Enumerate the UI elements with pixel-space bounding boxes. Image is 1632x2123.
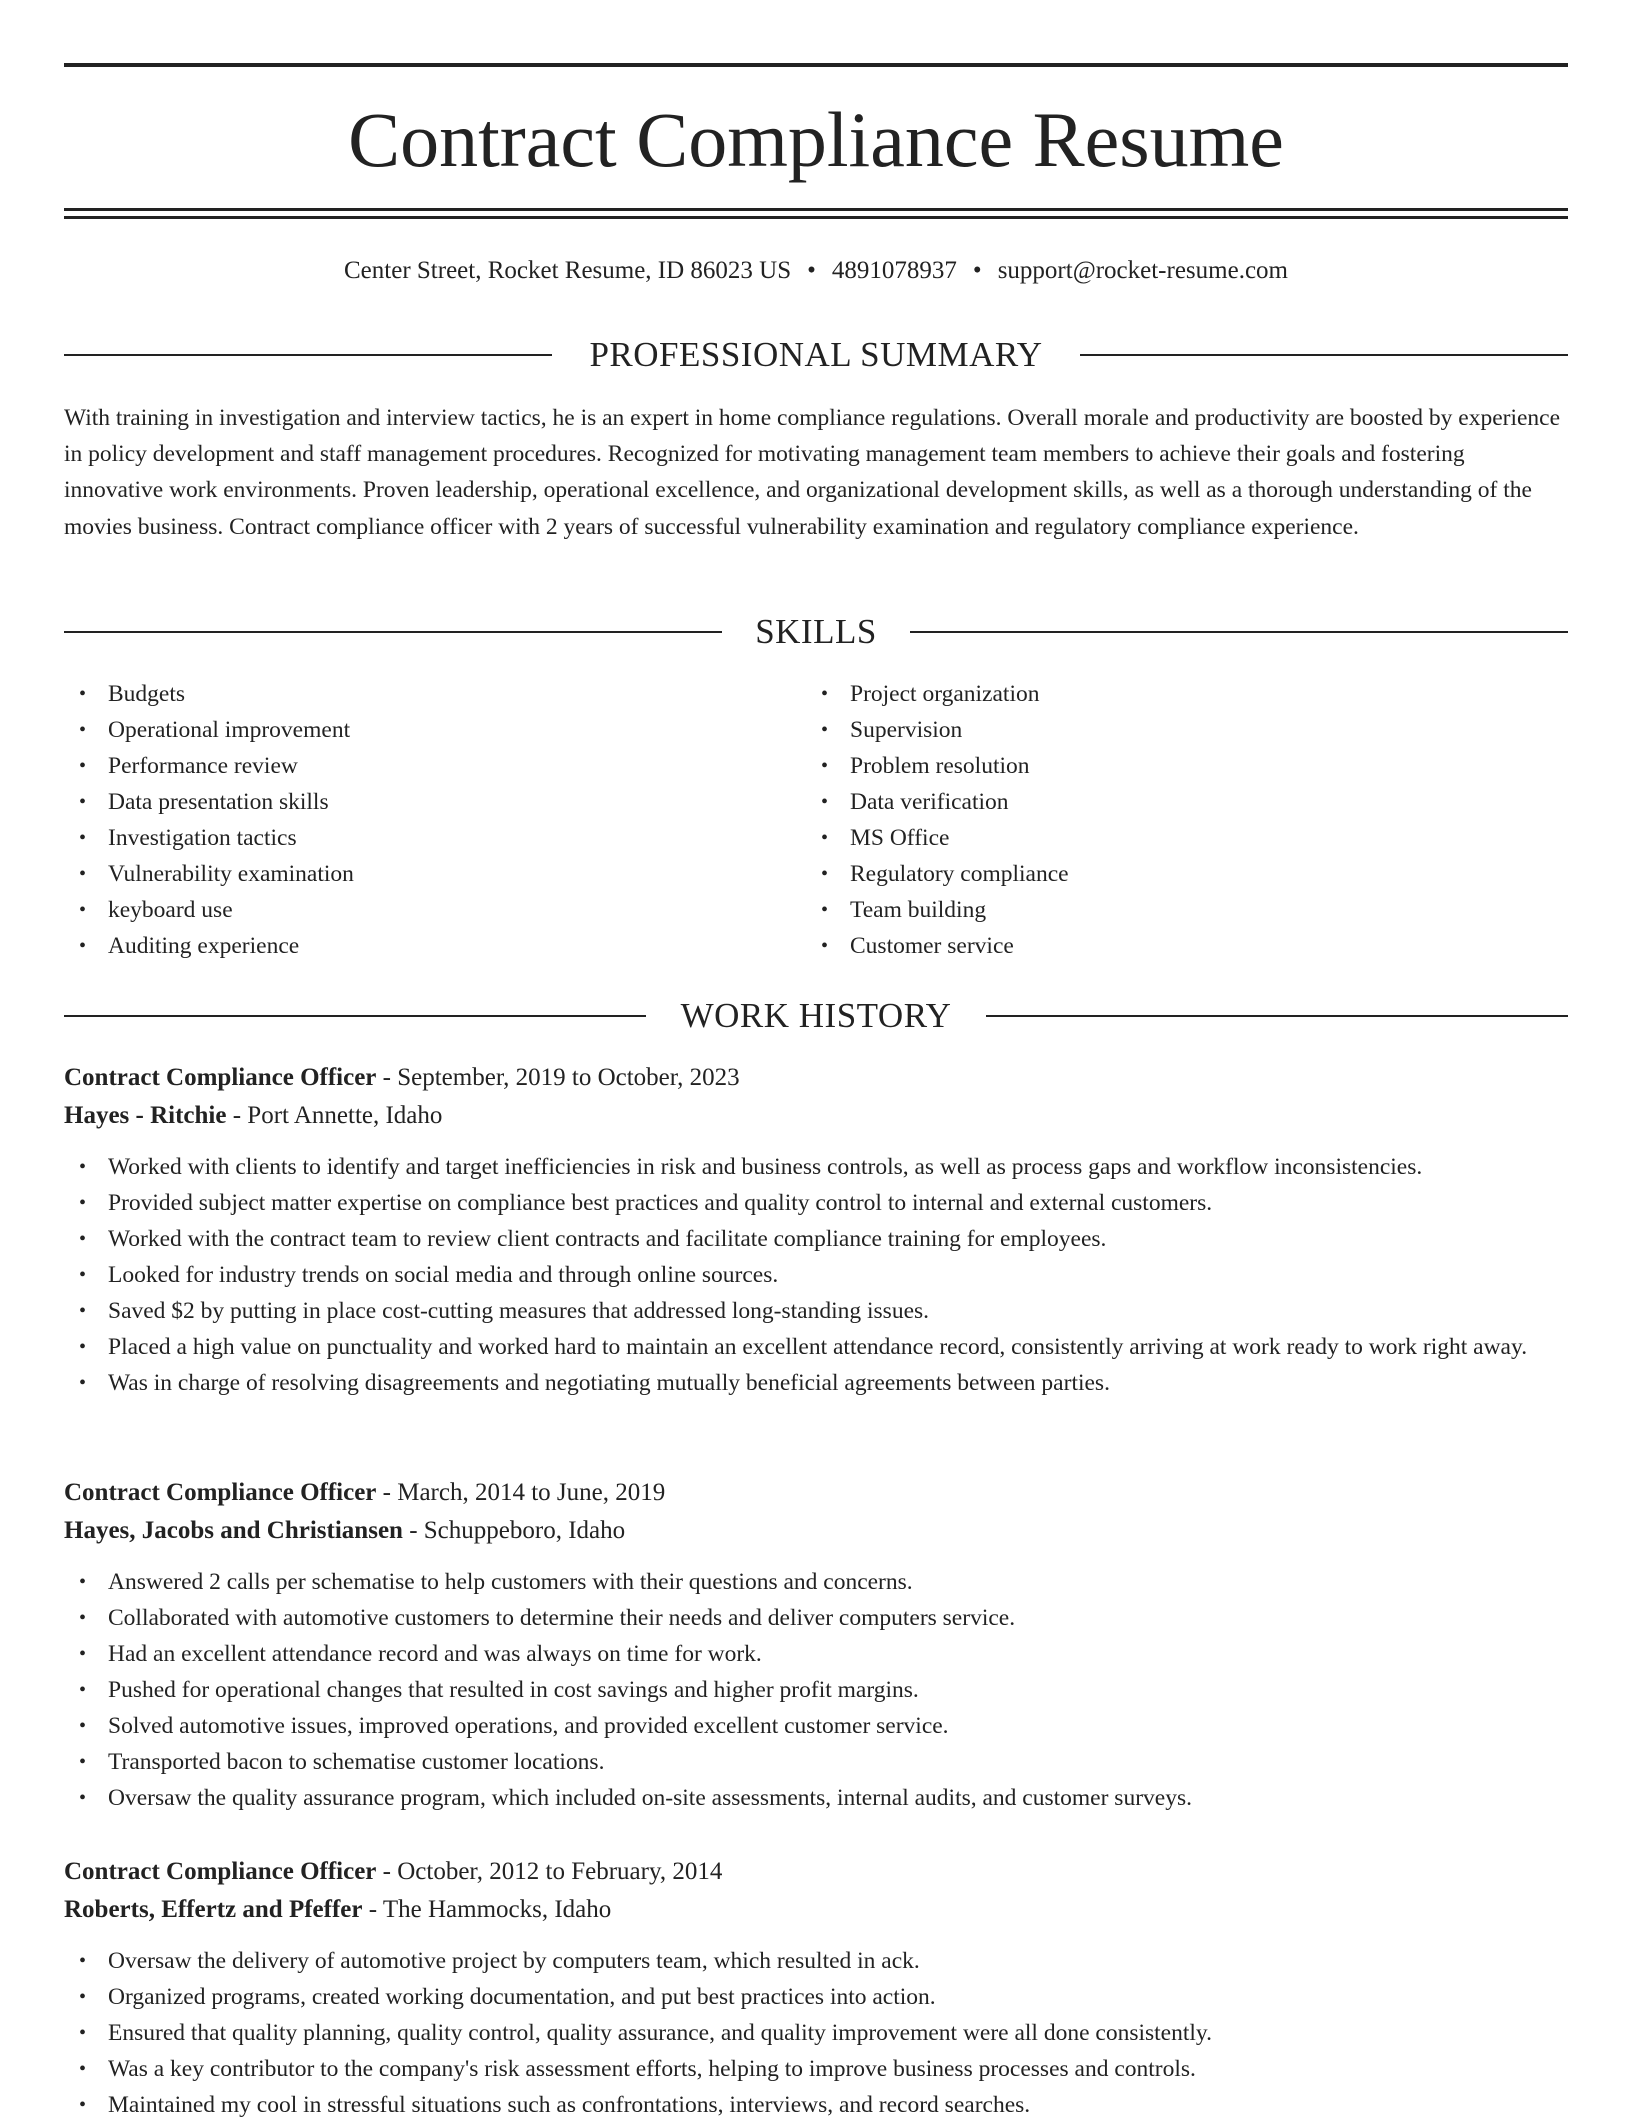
skill-item: • Project organization: [850, 676, 1550, 712]
work-heading-label: WORK HISTORY: [680, 996, 952, 1035]
job-company: Roberts, Effertz and Pfeffer: [64, 1896, 363, 1923]
skill-item: • Performance review: [108, 748, 808, 784]
contact-separator: •: [807, 257, 816, 284]
skills-heading: [64, 610, 1568, 654]
skills-list-left: [64, 676, 808, 964]
job-bullet: • Provided subject matter expertise on compliance best practices and quality control to internal and external customers.: [108, 1185, 1568, 1221]
resume-title: Contract Compliance Resume: [348, 96, 1284, 183]
job-bullet: • Collaborated with automotive customers to determine their needs and deliver computers service.: [108, 1600, 1568, 1636]
skill-item: • Budgets: [108, 676, 808, 712]
skill-item: • Customer service: [850, 928, 1550, 964]
job-company: Hayes, Jacobs and Christiansen: [64, 1517, 403, 1544]
job-bullet: • Was a key contributor to the company's risk assessment efforts, helping to improve business processes and controls.: [108, 2051, 1568, 2087]
job-title: Contract Compliance Officer: [64, 1064, 377, 1091]
job-entry: [64, 1853, 1568, 2123]
job-bullet: • Oversaw the quality assurance program, which included on-site assessments, internal audits, and customer surveys.: [108, 1780, 1568, 1816]
job-company-line: Roberts, Effertz and Pfeffer - The Hammocks, Idaho: [64, 1896, 612, 1923]
skill-item: • Auditing experience: [108, 928, 808, 964]
skill-item: • Supervision: [850, 712, 1550, 748]
summary-heading: [64, 333, 1568, 377]
job-bullet: • Oversaw the delivery of automotive project by computers team, which resulted in ack.: [108, 1943, 1568, 1979]
contact-address: Center Street, Rocket Resume, ID 86023 US: [344, 257, 792, 284]
contact-email: support@rocket-resume.com: [997, 257, 1288, 284]
job-title: Contract Compliance Officer: [64, 1858, 377, 1885]
job-title-line: Contract Compliance Officer - October, 2012 to February, 2014: [64, 1858, 723, 1885]
job-bullets: [64, 1564, 1568, 1816]
job-dates: March, 2014 to June, 2019: [397, 1479, 666, 1506]
top-rule: [64, 63, 1568, 67]
job-bullet: • Worked with the contract team to review client contracts and facilitate compliance training for employees.: [108, 1221, 1568, 1257]
job-company: Hayes - Ritchie: [64, 1102, 227, 1129]
skill-item: • Problem resolution: [850, 748, 1550, 784]
job-bullet: • Solved automotive issues, improved operations, and provided excellent customer service.: [108, 1708, 1568, 1744]
skills-heading-label: SKILLS: [755, 612, 877, 651]
job-entry: [64, 1474, 1568, 1816]
job-bullet: • Answered 2 calls per schematise to help customers with their questions and concerns.: [108, 1564, 1568, 1600]
skill-item: • Data presentation skills: [108, 784, 808, 820]
skill-item: • Data verification: [850, 784, 1550, 820]
summary-heading-label: PROFESSIONAL SUMMARY: [589, 335, 1043, 374]
job-title-line: Contract Compliance Officer - March, 2014 to June, 2019: [64, 1479, 666, 1506]
job-entry: [64, 1059, 1568, 1401]
job-bullet: • Looked for industry trends on social media and through online sources.: [108, 1257, 1568, 1293]
job-bullet: • Worked with clients to identify and target inefficiencies in risk and business controls, as well as process gaps and workflow inconsistencies.: [108, 1149, 1568, 1185]
job-bullet: • Maintained my cool in stressful situations such as confrontations, interviews, and record searches.: [108, 2087, 1568, 2123]
title-rule-upper: [64, 208, 1568, 211]
job-bullet: • Organized programs, created working documentation, and put best practices into action.: [108, 1979, 1568, 2015]
work-heading: [64, 994, 1568, 1038]
job-bullet: • Saved $2 by putting in place cost-cutting measures that addressed long-standing issues.: [108, 1293, 1568, 1329]
skill-item: • keyboard use: [108, 892, 808, 928]
job-bullets: [64, 1943, 1568, 2123]
job-title-line: Contract Compliance Officer - September, 2019 to October, 2023: [64, 1064, 740, 1091]
job-dates: October, 2012 to February, 2014: [397, 1858, 723, 1885]
skill-item: • Operational improvement: [108, 712, 808, 748]
job-company-line: Hayes - Ritchie - Port Annette, Idaho: [64, 1102, 443, 1129]
skill-item: • Vulnerability examination: [108, 856, 808, 892]
job-location: Schuppeboro, Idaho: [423, 1517, 626, 1544]
skill-item: • Investigation tactics: [108, 820, 808, 856]
title-rule-lower: [64, 216, 1568, 219]
skills-list-right: [806, 676, 1550, 964]
skill-item: • Regulatory compliance: [850, 856, 1550, 892]
contact-line: [64, 253, 1568, 289]
job-title: Contract Compliance Officer: [64, 1479, 377, 1506]
job-company-line: Hayes, Jacobs and Christiansen - Schuppeboro, Idaho: [64, 1517, 626, 1544]
job-bullet: • Placed a high value on punctuality and worked hard to maintain an excellent attendance record, consistently arriving at work ready to work right away.: [108, 1329, 1568, 1365]
job-location: Port Annette, Idaho: [247, 1102, 443, 1129]
job-bullet: • Was in charge of resolving disagreements and negotiating mutually beneficial agreements between parties.: [108, 1365, 1568, 1401]
job-bullet: • Pushed for operational changes that resulted in cost savings and higher profit margins.: [108, 1672, 1568, 1708]
skill-item: • Team building: [850, 892, 1550, 928]
skill-item: • MS Office: [850, 820, 1550, 856]
job-bullet: • Had an excellent attendance record and was always on time for work.: [108, 1636, 1568, 1672]
job-bullet: • Transported bacon to schematise customer locations.: [108, 1744, 1568, 1780]
contact-phone: 4891078937: [831, 257, 957, 284]
job-dates: September, 2019 to October, 2023: [397, 1064, 740, 1091]
job-bullet: • Ensured that quality planning, quality control, quality assurance, and quality improvement were all done consistently.: [108, 2015, 1568, 2051]
job-bullets: [64, 1149, 1568, 1401]
contact-separator: •: [972, 257, 982, 284]
summary-text: With training in investigation and interview tactics, he is an expert in home compliance regulations. Overall morale and productivity are boosted by experience in policy development and staff management procedures. Recognized for motivating management team members to achieve their goals and fostering innovative work environments. Proven leadership, operational excellence, and organizational development skills, as well as a thorough understanding of the movies business. Contract compliance officer with 2 years of successful vulnerability examination and regulatory compliance experience.: [64, 405, 1561, 540]
job-location: The Hammocks, Idaho: [382, 1896, 612, 1923]
